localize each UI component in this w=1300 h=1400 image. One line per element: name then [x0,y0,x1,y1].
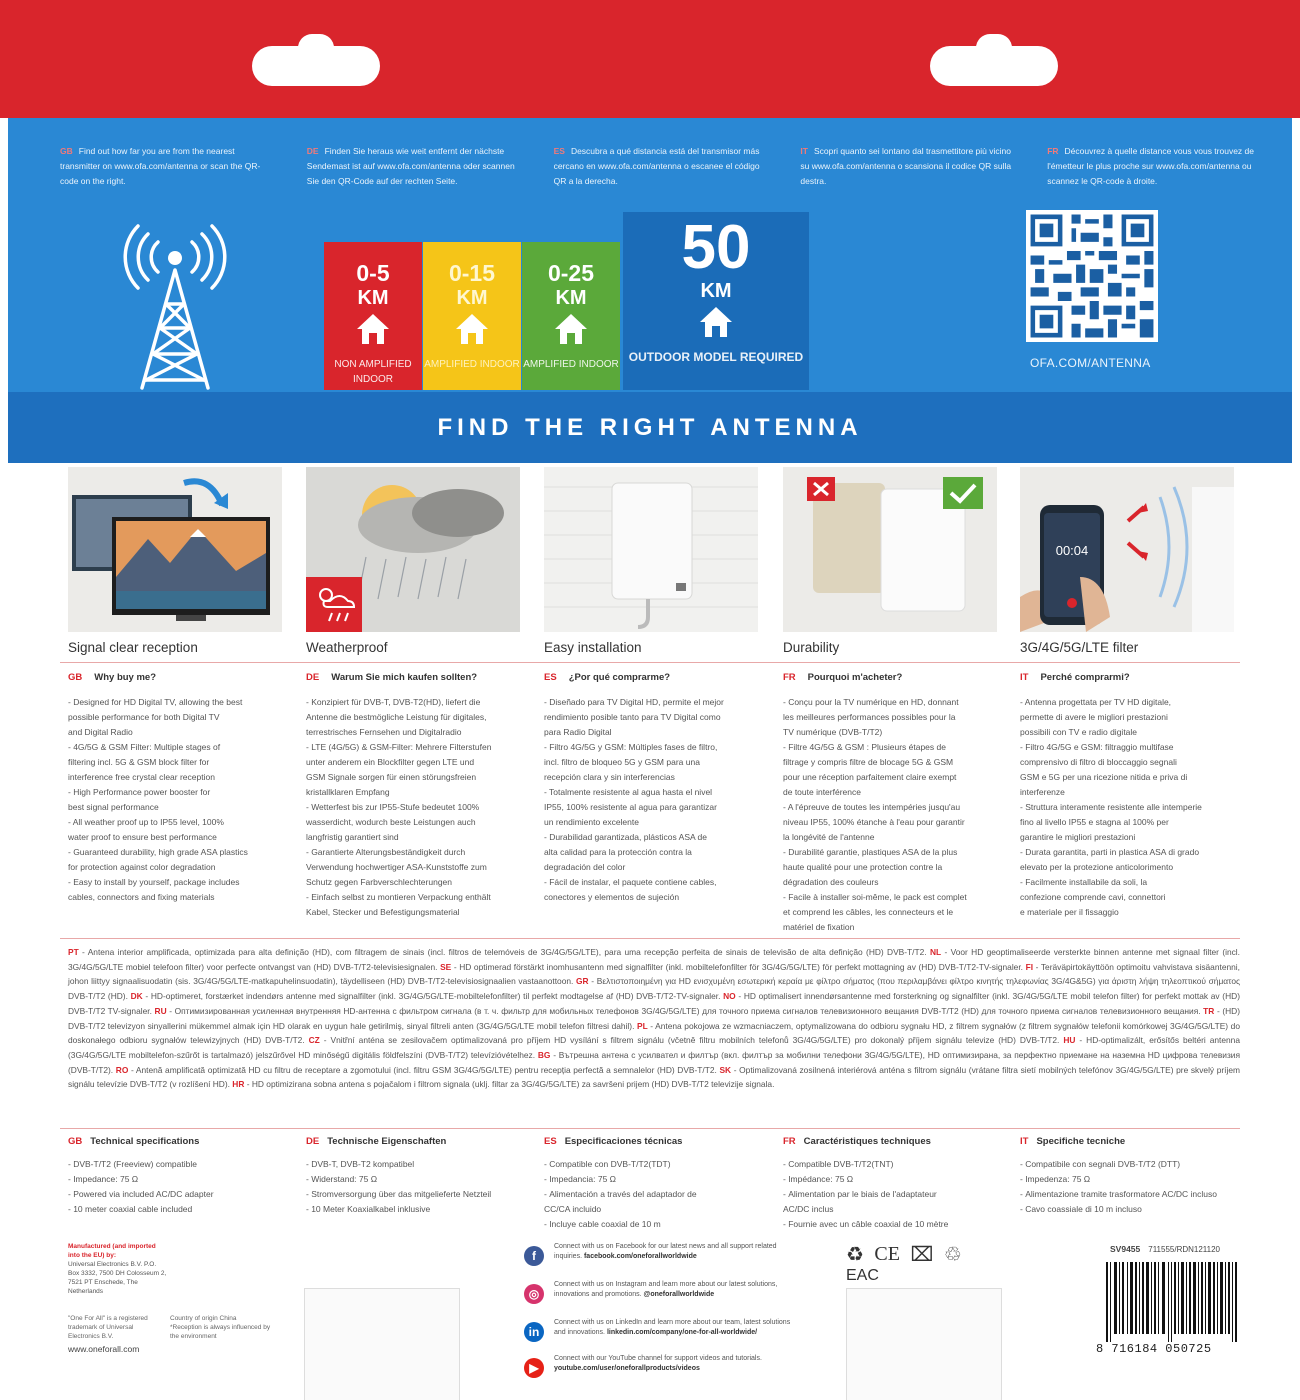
house-icon [553,312,589,346]
feature-label-durability: Durability [783,640,840,655]
why-buy-it: IT Perché comprarmi? - Antenna progettata per TV HD digitale, permette di avere le migliori prestazioni possibili con TV e radio digitale - Filtro 4G/5G e GSM: filtraggio multifase comprensivo di filtro di bloccaggio segnali GSM e 5G per una ricezione nitida e priva di interferenze - Struttura interamente resistente alle intemperie fino al livello IP55 e stagna al 100% per garantire le migliori prestazioni - Durata garantita, parti in plastica ASA di grado elevato per la protezione anticolorimento - Facilmente installabile da soli, la confezione comprende cavi, connettori e materiale per il fissaggio [1020,672,1202,917]
origin-note: Country of origin China *Reception is always influenced by the environment [170,1315,271,1340]
range-box-0-25km: 0-25 KM AMPLIFIED INDOOR [522,242,620,390]
intro-columns [60,144,1260,189]
find-banner [8,392,1292,463]
tech-specs-gb: GB Technical specifications - DVB-T/T2 (Freeview) compatible - Impedance: 75 Ω - Powered via included AC/DC adapter - 10 meter coaxial cable included [68,1136,214,1214]
why-buy-gb: GB Why buy me? - Designed for HD Digital TV, allowing the best possible performance for both Digital TV and Digital Radio - 4G/5G & GSM Filter: Multiple stages of filtering incl. 5G & GSM block filter for interference free crystal clear reception - High Performance power booster for best signal performance - All weather proof up to IP55 level, 100% water proof to ensure best performance - Guaranteed durability, high grade ASA plastics for protection against color degradation - Easy to install by yourself, package includes cables, connectors and fixing materials [68,672,248,902]
divider [60,662,1240,663]
range-box-0-15km: 0-15 KM AMPLIFIED INDOOR [423,242,521,390]
certification-marks [846,1242,1006,1284]
why-buy-fr: FR Pourquoi m'acheter? - Conçu pour la TV numérique en HD, donnant les meilleures performances possibles pour la TV numérique (DVB-T/T2) - Filtre 4G/5G & GSM : Plusieurs étapes de filtrage y compris filtre de blocage 5G & GSM pour une réception parfaitement claire exempt de toute interférence - A l'épreuve de toutes les intempéries jusqu'au niveau IP55, 100% étanche à l'eau pour garantir la longévité de l'antenne - Durabilité garantie, plastiques ASA de la plus haute qualité pour une protection contre la dégradation des couleurs - Facile à installer soi-même, le pack est complet et comprend les câbles, les connecteurs et le matériel de fixation [783,672,967,932]
tech-specs-de: DE Technische Eigenschaften - DVB-T, DVB-T2 kompatibel - Widerstand: 75 Ω - Stromversorgung über das mitgelieferte Netzteil - 10 Meter Koaxialkabel inklusive [306,1136,492,1214]
recycle-icon: ♻ [846,1244,864,1266]
box-tab-left [304,1288,460,1400]
phone-clock: 00:04 [1055,543,1089,558]
hang-hole-right [930,46,1058,86]
trademark-note: "One For All" is a registered trademark of Universal Electronics B.V. [68,1315,148,1340]
house-icon [355,312,391,346]
divider [60,1128,1240,1129]
tech-specs-fr: FR Caractéristiques techniques - Compatible DVB-T/T2(TNT) - Impédance: 75 Ω - Alimentation par le biais de l'adaptateur AC/DC inclus - Fournie avec un câble coaxial de 10 mètre [783,1136,949,1229]
website-link[interactable]: www.oneforall.com [68,1344,140,1354]
manufacturer-info: Manufactured (and imported into the EU) by: Universal Electronics B.V. P.O. Box 3332, 7500 DH Colosseum 2, 7521 PT Enschede, The Netherlands [68,1243,167,1295]
house-icon [698,305,734,339]
feature-image-tv [68,467,282,632]
intro-col-de: DE Finden Sie heraus wie weit entfernt der nächste Sendemast ist auf www.ofa.com/antenna oder scannen Sie den QR-Code auf der rechten Seite. [306,146,515,186]
intro-col-gb: GB Find out how far you are from the nearest transmitter on www.ofa.com/antenna or scan the QR-code on the right. [60,146,261,186]
social-facebook[interactable]: f Connect with us on Facebook for our latest news and all support related inquiries. facebook.com/oneforallworldwide [524,1242,794,1276]
social-instagram[interactable]: ◎ Connect with us on Instagram and learn more about our latest solutions, innovations and promotions. @oneforallworldwide [524,1280,794,1314]
intro-col-fr: FR Découvrez à quelle distance vous vous trouvez de l'émetteur le plus proche sur www.ofa.com/antenna ou scannez le QR-code à droite. [1047,146,1255,186]
weee-bin-icon: ⌧ [910,1244,934,1266]
red-top-flap [0,0,1300,118]
find-banner-title: FIND THE RIGHT ANTENNA [437,414,863,441]
feature-label-weather: Weatherproof [306,640,388,655]
feature-image-weather [306,467,520,632]
intro-col-es: ES Descubra a qué distancia está del transmisor más cercano en www.ofa.com/antenna o escanee el código QR a la derecha. [553,146,760,186]
barcode-number: 8 716184 050725 [1096,1342,1212,1356]
ce-mark-icon: CE [874,1243,900,1265]
feature-image-antenna-wall [544,467,758,632]
multilanguage-description: PT - Antena interior amplificada, optimizada para alta definição (HD), com filtragem de sinais (incl. filtros de telemóveis de 3G/4G/5G/LTE), para uma recepção perfeita de sinais de televisão de alta definição (HD) DVB-T/T2. NL - Voor HD geoptimaliseerde versterkte binnen antenne met signaal filter (incl. 3G/4G/5G/LTE mobiel telefoon filter) voor perfecte ontvangst van (HD) DVB-T/T2-televisiesignalen. SE - HD optimerad förstärkt inomhusantenn med signalfilter (inkl. mobiltelefonfilter för 3G/4G/5G/LTE) för perfekt mottagning av (HD) DVB-T/T2-TV-signaler. FI - Teräväpirtokäyttöön optimoitu vahvistava sisäantenni, johon liittyy signaalisuodatin (sis. 3G/4G/5G/LTE-matkapuhelinsuodatin), täydelliseen (HD) DVB-T/T2-televisiosignaalien vastaanottoon. GR - Βελτιστοποιημένη για HD ενισχυμένη εσωτερική κεραία με φίλτρο σήματος (που περιλαμβάνει φίλτρο κινητής τηλεφωνίας 3G/4G&5G) για άριστη λήψη τηλεοπτικού σήματος DVB-T/T2 (HD). DK - HD-optimeret, forstærket indendørs antenne med signalfilter (inkl. 3G/4G/5G/LTE-mobiltelefonfilter) til perfekt modtagelse af (HD) DVB-T/T2-TV-signaler. NO - HD optimalisert innendørsantenne med forsterkning og signalfilter (inkl. 3G/4G/5G/LTE mobil telefon filter) for perfekt mottak av (HD) DVB-T/T2 TV-signaler. RU - Оптимизированная усиленная внутренняя HD-антенна с фильтром сигнала (в т. ч. фильтр для мобильных телефонов 3G/4G/5G/LTE) для точного приема сигналов телевизионного вещания DVB-T/T2 (HD) для точного приема сигналов телевизионного вещания. TR - (HD) DVB-T/T2 televizyon sinyallerini mükemmel almak için HD olarak en uygun hale getirilmiş, sinyal filtreli anten (3G/4G/5G/LTE mobil telefon filtresi dahil). PL - Antena pokojowa ze wzmacniaczem, optymalizowana do odbioru sygnału HD, z filtrem sygnałów (z filtrem sygnałów telefonii komórkowej 3G/4G/5G/LTE) do doskonałego odbioru sygnałów telewizyjnych (HD) DVB-T/T2. CZ - Vnitřní anténa se zesilovačem optimalizovaná pro příjem HD vysílání s filtrem signálu (včetně filtru mobilních telefonů 3G/4G/5G/LTE) pro dokonalý příjem signálu televize (HD) DVB-T/T2. HU - HD-optimalizált, erősítős beltéri antenna (3G/4G/5G/LTE mobiltelefon-szűrőt is tartalmazó) jelszűrővel HD minőségű digitális földfelszíni (DVB-T/T2) televízióvételhez. BG - Вътрешна антена с усилвател и филтър (вкл. филтър за мобилни телефони 3G/4G/5G/LTE), HD оптимизирана, за перфектно приемане на наземна HD цифрова телевизия (DVB-T/T2). RO - Antenă amplificată optimizată HD cu filtru de receptare a zgomotului (incl. filtru GSM 3G/4G/5G/LTE) pentru recepția perfectă a semnalelor (HD) DVB-T/T2. SK - Optimalizovaná zosilnená interiérová anténa s filtrom signálu (vrátane filtra sietí mobilných telefónov 3G/4G/5G/LTE) pre skvelý príjem signálu televízie DVB-T/T2 (v rozlíšení HD). HR - HD optimizirana sobna antena s pojačalom i filtrom signala (uklj. filtar za 3G/4G/5G/LTE) za savršeni prijem (HD) DVB-T/T2 televizije signala. [68,947,1241,1090]
qr-code[interactable] [1026,210,1158,342]
feature-label-filter: 3G/4G/5G/LTE filter [1020,640,1139,655]
hang-hole-left [252,46,380,86]
sku-info: SV9455 711555/RDN121120 [1110,1244,1221,1254]
recycling-arrows-icon: ♲ [943,1244,962,1266]
feature-image-phone-filter [1020,467,1234,632]
youtube-icon: ▶ [524,1358,544,1378]
qr-url-label: OFA.COM/ANTENNA [1030,356,1151,370]
divider [60,938,1240,939]
box-tab-right [846,1288,1002,1400]
social-linkedin[interactable]: in Connect with us on LinkedIn and learn more about our team, latest solutions and innovations. linkedin.com/company/one-for-all-worldwide/ [524,1318,794,1352]
blue-info-panel [8,118,1292,463]
tech-specs-it: IT Specifiche tecniche - Compatibile con segnali DVB-T/T2 (DTT) - Impedenza: 75 Ω - Alimentazione tramite trasformatore AC/DC incluso - Cavo coassiale di 10 m incluso [1020,1136,1217,1214]
barcode [1106,1262,1238,1344]
range-box-50km-outdoor: 50 KM OUTDOOR MODEL REQUIRED [623,212,809,390]
why-buy-de: DE Warum Sie mich kaufen sollten? - Konzipiert für DVB-T, DVB-T2(HD), liefert die Antenne die bestmögliche Leistung für digitales, terrestrisches Fernsehen und Digitalradio - LTE (4G/5G) & GSM-Filter: Mehrere Filterstufen unter anderem ein Blockfilter gegen LTE und GSM Signale sorgen für einen störungsfreien kristallklaren Empfang - Wetterfest bis zur IP55-Stufe bedeutet 100% wasserdicht, wodurch beste Leistungen auch langfristig garantiert sind - Garantierte Alterungsbeständigkeit durch Verwendung hochwertiger ASA-Kunststoffe zum Schutz gegen Farbverschlechterungen - Einfach selbst zu montieren Verpackung enthält Kabel, Stecker und Befestigungsmaterial [306,672,492,917]
feature-image-durability [783,467,997,632]
social-youtube[interactable]: ▶ Connect with our YouTube channel for support videos and tutorials. youtube.com/user/oneforallproducts/videos [524,1354,794,1388]
house-icon [454,312,490,346]
eac-mark-icon: EAC [846,1267,879,1284]
facebook-icon: f [524,1246,544,1266]
transmitter-tower-icon [120,222,230,392]
why-buy-es: ES ¿Por qué comprarme? - Diseñado para TV Digital HD, permite el mejor rendimiento posible tanto para TV Digital como para Radio Digital - Filtro 4G/5G y GSM: Múltiples fases de filtro, incl. filtro de bloqueo 5G y GSM para una recepción clara y sin interferencias - Totalmente resistente al agua hasta el nivel IP55, 100% resistente al agua para garantizar un rendimiento excelente - Durabilidad garantizada, plásticos ASA de alta calidad para la protección contra la degradación del color - Fácil de instalar, el paquete contiene cables, conectores y elementos de sujeción [544,672,724,902]
instagram-icon: ◎ [524,1284,544,1304]
linkedin-icon: in [524,1322,544,1342]
range-box-0-5km: 0-5 KM NON AMPLIFIED INDOOR [324,242,422,390]
intro-col-it: IT Scopri quanto sei lontano dal trasmettitore più vicino su www.ofa.com/antenna o scansiona il codice QR sulla destra. [800,146,1012,186]
feature-label-installation: Easy installation [544,640,642,655]
feature-label-signal: Signal clear reception [68,640,198,655]
tech-specs-es: ES Especificaciones técnicas - Compatible con DVB-T/T2(TDT) - Impedancia: 75 Ω - Alimentación a través del adaptador de CC/CA incluido - Incluye cable coaxial de 10 m [544,1136,697,1229]
